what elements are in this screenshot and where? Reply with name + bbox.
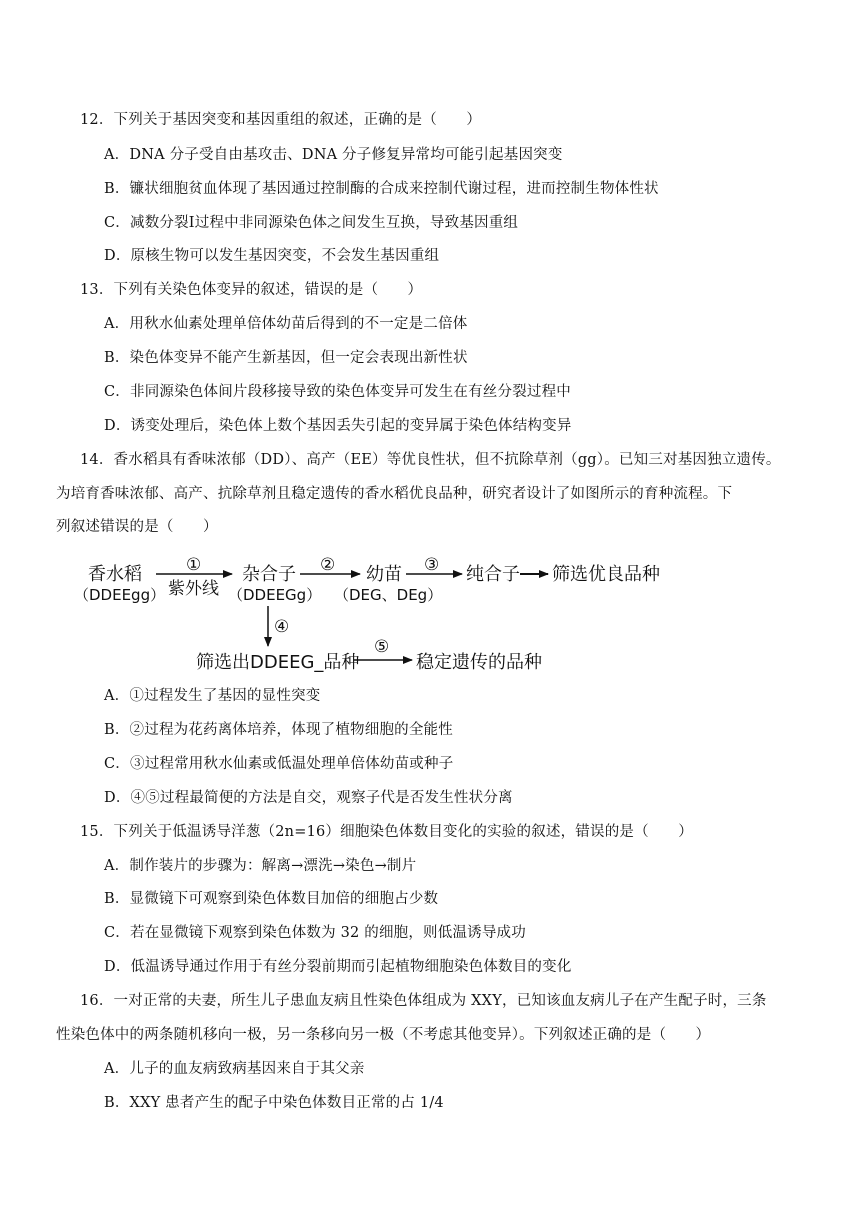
question-14-stem-line-1: 14．香水稻具有香味浓郁（DD）、高产（EE）等优良性状，但不抗除草剂（gg）。已知三对基因独立遗传。 (80, 452, 781, 468)
question-14-option-b: B．②过程为花药离体培养，体现了植物细胞的全能性 (104, 722, 453, 738)
question-16-option-a: A．儿子的血友病致病基因来自于其父亲 (104, 1061, 365, 1077)
question-12-option-b: B．镰状细胞贫血体现了基因通过控制酶的合成来控制代谢过程，进而控制生物体性状 (104, 181, 659, 197)
step-5-marker: ⑤ (374, 637, 390, 657)
node-homozygote: 纯合子 (466, 564, 520, 585)
question-16-stem-line-1: 16．一对正常的夫妻，所生儿子患血友病且性染色体组成为 XXY，已知该血友病儿子在产生配子时，三条 (80, 993, 767, 1009)
question-12-option-a: A．DNA 分子受自由基攻击、DNA 分子修复异常均可能引起基因突变 (104, 147, 563, 163)
node-seedling-genotype: （DEG、DEg） (334, 586, 443, 604)
node-screen-superior-variety: 筛选优良品种 (552, 564, 660, 585)
question-16-option-b: B．XXY 患者产生的配子中染色体数目正常的占 1/4 (104, 1095, 444, 1111)
question-14-option-d: D．④⑤过程最简便的方法是自交，观察子代是否发生性状分离 (104, 790, 513, 806)
question-15-option-c: C．若在显微镜下观察到染色体数为 32 的细胞，则低温诱导成功 (104, 925, 526, 941)
question-14-stem-line-2: 为培育香味浓郁、高产、抗除草剂且稳定遗传的香水稻优良品种，研究者设计了如图所示的育种流程。下 (56, 486, 733, 502)
breeding-flow-diagram (0, 548, 860, 678)
node-fragrant-rice: 香水稻 (88, 564, 142, 585)
node-screen-ddeeg-variety: 筛选出DDEEG_品种 (196, 652, 360, 673)
question-13-option-a: A．用秋水仙素处理单倍体幼苗后得到的不一定是二倍体 (104, 316, 468, 332)
step-3-marker: ③ (424, 555, 440, 575)
question-15-option-d: D．低温诱导通过作用于有丝分裂前期而引起植物细胞染色体数目的变化 (104, 959, 572, 975)
node-seedling: 幼苗 (366, 564, 402, 585)
question-13-option-d: D．诱变处理后，染色体上数个基因丢失引起的变异属于染色体结构变异 (104, 418, 572, 434)
question-13-option-c: C．非同源染色体间片段移接导致的染色体变异可发生在有丝分裂过程中 (104, 384, 571, 400)
question-12-option-c: C．减数分裂Ⅰ过程中非同源染色体之间发生互换，导致基因重组 (104, 215, 519, 231)
step-2-marker: ② (320, 555, 336, 575)
step-1-label-ultraviolet: 紫外线 (168, 579, 219, 599)
question-13-stem: 13．下列有关染色体变异的叙述，错误的是（ ） (80, 282, 423, 298)
node-stable-variety: 稳定遗传的品种 (416, 652, 542, 673)
question-15-option-a: A．制作装片的步骤为：解离→漂洗→染色→制片 (104, 858, 417, 874)
question-14-option-c: C．③过程常用秋水仙素或低温处理单倍体幼苗或种子 (104, 756, 454, 772)
node-heterozygote-genotype: （DDEEGg） (228, 586, 322, 604)
step-4-marker: ④ (274, 617, 290, 637)
question-14-option-a: A．①过程发生了基因的显性突变 (104, 688, 321, 704)
question-13-option-b: B．染色体变异不能产生新基因，但一定会表现出新性状 (104, 350, 468, 366)
question-12-option-d: D．原核生物可以发生基因突变，不会发生基因重组 (104, 248, 440, 264)
question-16-stem-line-2: 性染色体中的两条随机移向一极，另一条移向另一极（不考虑其他变异）。下列叙述正确的是（ ） (56, 1027, 711, 1043)
node-heterozygote: 杂合子 (242, 564, 296, 585)
node-fragrant-rice-genotype: （DDEEgg） (74, 586, 166, 604)
question-15-stem: 15．下列关于低温诱导洋葱（2n=16）细胞染色体数目变化的实验的叙述，错误的是（ ） (80, 824, 693, 840)
question-14-stem-line-3: 列叙述错误的是（ ） (56, 519, 218, 535)
question-12-stem: 12．下列关于基因突变和基因重组的叙述，正确的是（ ） (80, 112, 482, 128)
question-15-option-b: B．显微镜下可观察到染色体数目加倍的细胞占少数 (104, 891, 439, 907)
step-1-marker: ① (186, 555, 202, 575)
